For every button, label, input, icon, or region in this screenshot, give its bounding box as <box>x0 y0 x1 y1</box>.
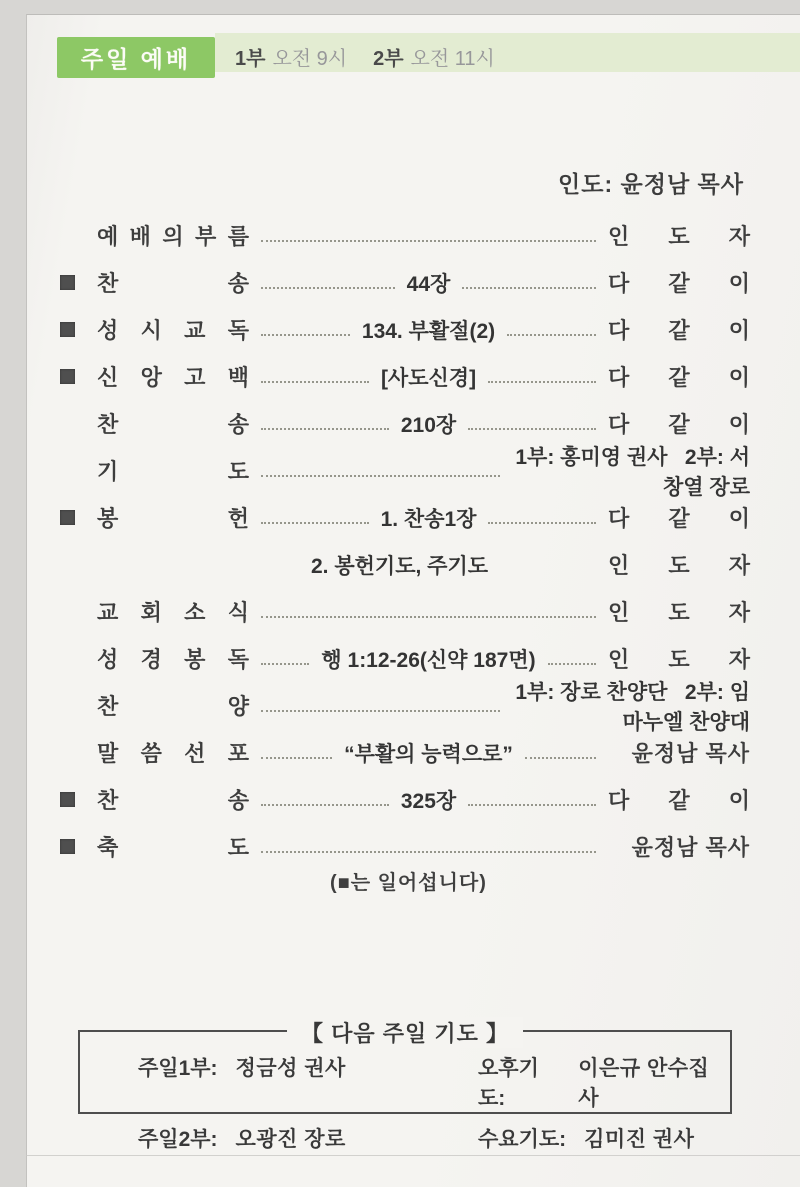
order-item-value: 행 1:12-26(신약 187면) <box>321 648 536 672</box>
dot-leader <box>261 522 369 524</box>
standing-square-icon <box>60 275 75 290</box>
order-item-label: 봉 헌 <box>97 506 249 531</box>
dot-leader <box>462 287 596 289</box>
order-item-person: 인 도 자 <box>608 600 750 625</box>
order-item-value: “부활의 능력으로” <box>344 742 513 766</box>
order-item-value: [사도신경] <box>380 366 477 390</box>
service-part1-time: 오전 9시 <box>272 48 348 70</box>
standing-square-icon <box>60 839 75 854</box>
order-row <box>60 823 750 870</box>
entry-value: 이은규 안수집사 <box>578 1057 710 1110</box>
dot-leader <box>507 334 596 336</box>
order-item-label: 예 배 의 부 름 <box>97 224 249 249</box>
order-list <box>60 212 750 870</box>
order-row <box>60 306 750 353</box>
order-row <box>60 494 750 541</box>
order-item-person: 윤정남 목사 <box>631 835 750 860</box>
next-week-entry <box>138 1123 478 1153</box>
service-title: 주일 예배 <box>80 46 192 72</box>
dot-leader <box>525 757 596 759</box>
order-item-label: 찬 송 <box>97 271 249 296</box>
dot-leader <box>261 757 332 759</box>
dot-leader <box>261 334 350 336</box>
entry-value: 오광진 장로 <box>235 1128 346 1151</box>
dot-leader <box>261 710 500 712</box>
dot-leader <box>468 804 596 806</box>
order-item-person: 다 같 이 <box>608 506 751 531</box>
order-item-label: 성 경 봉 독 <box>97 647 249 672</box>
service-part2-label: 2부 <box>373 48 404 70</box>
service-title-badge <box>57 37 215 78</box>
dot-leader <box>488 522 596 524</box>
order-item-person: 인 도 자 <box>608 224 750 249</box>
service-part2-time: 오전 11시 <box>410 48 495 70</box>
standing-square-icon <box>60 369 75 384</box>
dot-leader <box>468 428 596 430</box>
worship-leader-line: 인도: 윤정남 목사 <box>558 171 744 197</box>
entry-label: 주일2부: <box>138 1128 218 1151</box>
order-item-label: 신 앙 고 백 <box>97 365 249 390</box>
next-week-entry <box>478 1052 720 1112</box>
order-item-person: 다 같 이 <box>608 318 751 343</box>
entry-label: 주일1부: <box>138 1057 218 1080</box>
next-week-entries <box>80 1032 730 1163</box>
order-item-label: 축 도 <box>97 835 249 860</box>
entry-value: 김미진 권사 <box>584 1128 695 1151</box>
next-week-entry <box>138 1052 478 1112</box>
order-item-person: 인 도 자 <box>608 647 751 672</box>
order-item-value: 44장 <box>406 272 451 296</box>
order-item-label: 찬 송 <box>97 412 249 437</box>
order-item-person: 인 도 자 <box>608 553 750 578</box>
order-item-person: 다 같 이 <box>608 365 751 390</box>
order-item-label: 성 시 교 독 <box>97 318 249 343</box>
standing-square-icon <box>60 792 75 807</box>
entry-label: 오후기도: <box>478 1057 539 1110</box>
order-item-value: 1부: 홍미영 권사 2부: 서창열 장로 <box>515 445 750 499</box>
order-row <box>60 729 750 776</box>
order-item-value: 134. 부활절(2) <box>361 319 496 343</box>
order-row <box>60 776 750 823</box>
service-times <box>235 42 495 71</box>
dot-leader <box>261 804 389 806</box>
dot-leader <box>261 475 500 477</box>
order-item-label: 찬 양 <box>97 694 249 719</box>
order-item-value: 1부: 장로 찬양단 2부: 임마누엘 찬양대 <box>515 680 750 734</box>
next-week-box-title: 【 다음 주일 기도 】 <box>287 1017 523 1048</box>
order-item-person: 윤정남 목사 <box>631 741 750 766</box>
order-row <box>60 212 750 259</box>
dot-leader <box>261 287 395 289</box>
order-item-value: 210장 <box>400 413 457 437</box>
order-row <box>60 445 750 499</box>
dot-leader <box>261 428 389 430</box>
order-item-label: 말 씀 선 포 <box>97 741 249 766</box>
standing-square-icon <box>60 322 75 337</box>
dot-leader <box>261 616 596 618</box>
standing-note: (■는 일어섭니다) <box>330 872 487 894</box>
order-item-person: 다 같 이 <box>608 788 751 813</box>
next-week-entry <box>478 1123 720 1153</box>
entry-value: 정금성 권사 <box>235 1057 346 1080</box>
order-item-person: 다 같 이 <box>608 271 750 296</box>
order-item-label: 교 회 소 식 <box>97 600 249 625</box>
order-row <box>60 588 750 635</box>
order-row <box>60 353 750 400</box>
order-item-value: 2. 봉헌기도, 주기도 <box>311 554 489 578</box>
order-row <box>60 680 750 734</box>
dot-leader <box>488 381 596 383</box>
dot-leader <box>261 663 309 665</box>
dot-leader <box>261 381 369 383</box>
service-part1-label: 1부 <box>235 48 266 70</box>
entry-label: 수요기도: <box>478 1128 567 1151</box>
order-item-value: 325장 <box>400 789 457 813</box>
dot-leader <box>261 851 596 853</box>
next-week-prayer-box <box>78 1021 732 1151</box>
standing-square-icon <box>60 510 75 525</box>
order-item-value: 1. 찬송1장 <box>380 507 477 531</box>
order-item-label: 기 도 <box>97 459 249 484</box>
order-item-label: 찬 송 <box>97 788 249 813</box>
dot-leader <box>261 240 596 242</box>
order-row <box>60 541 750 588</box>
order-row <box>60 259 750 306</box>
order-item-person: 다 같 이 <box>608 412 751 437</box>
dot-leader <box>548 663 596 665</box>
